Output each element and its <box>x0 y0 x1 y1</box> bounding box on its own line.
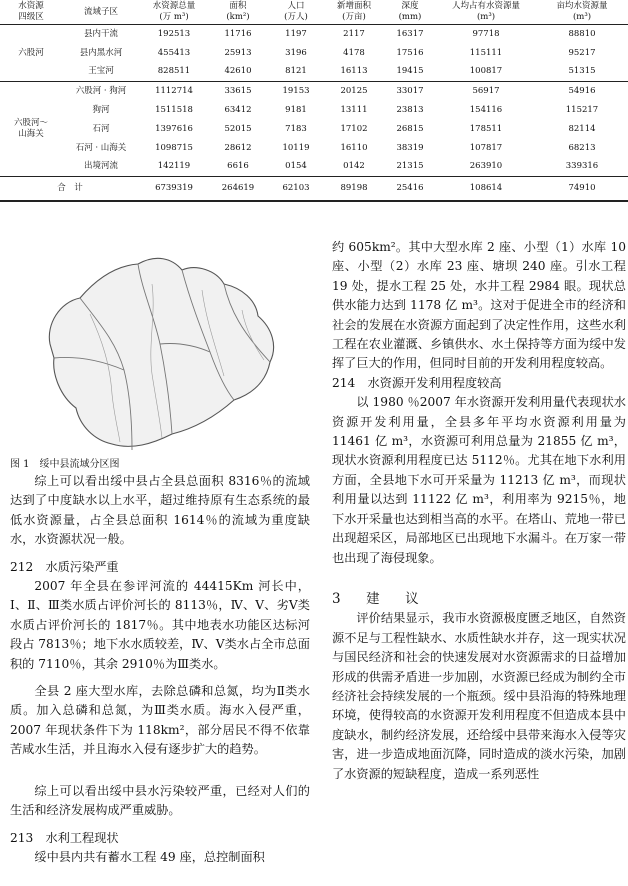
value-cell: 1511518 <box>155 104 193 115</box>
value-cell: 4178 <box>343 47 365 58</box>
value-cell: 33615 <box>224 85 252 96</box>
header-cell: 新增面积 (万亩) <box>336 1 371 22</box>
value-cell: 455413 <box>157 47 191 58</box>
total-cell: 25416 <box>396 182 424 193</box>
value-cell: 20125 <box>340 85 368 96</box>
value-cell: 142119 <box>157 161 191 172</box>
value-cell: 154116 <box>469 104 503 115</box>
subbasin-cell: 狗河 <box>92 104 110 115</box>
value-cell: 11716 <box>224 28 252 39</box>
paragraph: 综上可以看出绥中县水污染较严重，已经对人们的生活和经济发展构成严重威胁。 <box>10 783 310 818</box>
value-cell: 16113 <box>340 66 368 77</box>
value-cell: 6616 <box>227 161 249 172</box>
value-cell: 0142 <box>343 161 365 172</box>
section-heading-3: 3 建 议 <box>332 590 425 607</box>
value-cell: 0154 <box>285 161 307 172</box>
value-cell: 192513 <box>157 28 191 39</box>
value-cell: 3196 <box>285 47 307 58</box>
left-column <box>10 236 310 867</box>
paragraph: 2007 年全县在参评河流的 44415Km 河长中，Ⅰ、Ⅱ、Ⅲ类水质占评价河长的 8113％，Ⅳ、Ⅴ、劣Ⅴ类水质占评价河长的 1817％。其中地表水功能区达标河段占 7813％；地下水水质较差，Ⅳ、Ⅴ类水占全市总面积的 7110％，其余 2910％为Ⅲ类水。 <box>10 579 310 671</box>
subbasin-cell: 县内黑水河 <box>79 47 123 58</box>
table-total-row <box>0 177 628 201</box>
value-cell: 107817 <box>469 142 503 153</box>
section-heading-214: 214 水资源开发利用程度较高 <box>332 375 502 390</box>
table-row <box>0 158 628 177</box>
header-cell: 亩均水资源量 (m³) <box>556 1 608 22</box>
total-cell: 264619 <box>221 182 255 193</box>
header-cell: 人口 (万人) <box>284 1 308 22</box>
paragraph: 以 1980 ％2007 年水资源开发利用量代表现状水资源开发利用量，全县多年平均水资源利用量为 11461 亿 m³，水资源可利用总量为 21855 亿 m³，现状水资源利用程度已达 5112％。尤其在地下水利用方面，全县地下水可开采量为 11213 亿 m³，而现状利用量以达到 11122 亿 m³，利用率为 9215％，地下水开采量也达到相当高的水平。在塔山、荒地一带已出现超采区，局部地区已出现地下水漏斗。在万家一带也出现了海侵现象。 <box>332 395 626 565</box>
subbasin-cell: 出境河流 <box>83 161 118 172</box>
value-cell: 82114 <box>568 123 596 134</box>
paragraph: 全县 2 座大型水库，去除总磷和总氮，均为Ⅱ类水质。加入总磷和总氮，为Ⅲ类水质。海水入侵严重，2007 年现状条件下为 118km²，部分居民不得不依靠苦咸水生活，并且海水入侵有逐步扩大的趋势。 <box>10 684 310 757</box>
value-cell: 178511 <box>469 123 503 134</box>
header-cell: 人均占有水资源量 (m³) <box>451 1 520 22</box>
total-label: 合 计 <box>57 182 83 193</box>
table-body <box>0 25 628 177</box>
value-cell: 7183 <box>285 123 307 134</box>
subbasin-cell: 六股河 · 狗河 <box>75 85 127 96</box>
right-column <box>332 238 626 784</box>
value-cell: 42610 <box>224 66 252 77</box>
value-cell: 23813 <box>396 104 424 115</box>
table-row <box>0 63 628 82</box>
value-cell: 1112714 <box>155 85 193 96</box>
water-resources-table <box>0 0 628 202</box>
value-cell: 19415 <box>396 66 424 77</box>
value-cell: 97718 <box>472 28 500 39</box>
table-row <box>0 139 628 158</box>
value-cell: 828511 <box>157 66 191 77</box>
header-cell: 面积 (km²) <box>226 1 250 22</box>
region-cell: 六股河～ 山海关 <box>13 118 48 139</box>
value-cell: 56917 <box>472 85 500 96</box>
value-cell: 8121 <box>285 66 307 77</box>
value-cell: 2117 <box>343 28 365 39</box>
value-cell: 25913 <box>224 47 252 58</box>
table-row <box>0 120 628 139</box>
value-cell: 21315 <box>396 161 424 172</box>
total-cell: 89198 <box>340 182 368 193</box>
value-cell: 115217 <box>565 104 599 115</box>
value-cell: 17102 <box>340 123 368 134</box>
value-cell: 13111 <box>340 104 368 115</box>
paragraph: 绥中县内共有蓄水工程 49 座，总控制面积 <box>34 849 265 864</box>
subbasin-cell: 石河 · 山海关 <box>75 142 127 153</box>
value-cell: 95217 <box>568 47 596 58</box>
section-heading-212: 212 水质污染严重 <box>10 559 119 574</box>
header-cell: 水资源 四级区 <box>18 1 44 22</box>
value-cell: 52015 <box>224 123 252 134</box>
value-cell: 26815 <box>396 123 424 134</box>
table-row <box>0 82 628 101</box>
value-cell: 17516 <box>396 47 424 58</box>
value-cell: 63412 <box>224 104 252 115</box>
value-cell: 19153 <box>282 85 310 96</box>
value-cell: 88810 <box>568 28 596 39</box>
value-cell: 1197 <box>285 28 307 39</box>
paragraph: 综上可以看出绥中县占全县总面积 8316％的流域达到了中度缺水以上水平，超过维持原有生态系统的最低水资源量，占全县总面积 1614％的流域为重度缺水，水资源状况一般。 <box>10 474 310 547</box>
subbasin-cell: 县内干流 <box>83 28 118 39</box>
value-cell: 10119 <box>282 142 310 153</box>
header-cell: 水资源总量 (万 m³) <box>152 1 196 22</box>
table-row <box>0 25 628 44</box>
value-cell: 54916 <box>568 85 596 96</box>
value-cell: 33017 <box>396 85 424 96</box>
figure-caption: 图 1 绥中县流域分区图 <box>10 459 120 470</box>
paragraph: 约 605km²。其中大型水库 2 座、小型（1）水库 10 座、小型（2）水库 23 座、塘坝 240 座。引水工程 19 处，提水工程 25 处，水井工程 2984 眼。现状总供水能力达到 1178 亿 m³。这对于促进全市的经济和社会的发展在水资源方面起到了决定性作用，这些水利工程在农业灌溉、乡镇供水、水土保持等方面为绥中发挥了巨大的作用，但同时目前的开发利用程度较高。 <box>332 240 626 371</box>
value-cell: 1098715 <box>155 142 193 153</box>
value-cell: 100817 <box>469 66 503 77</box>
value-cell: 28612 <box>224 142 252 153</box>
value-cell: 68213 <box>568 142 596 153</box>
value-cell: 1397616 <box>155 123 193 134</box>
total-cell: 6739319 <box>155 182 193 193</box>
header-cell: 深度 (mm) <box>398 1 422 22</box>
value-cell: 38319 <box>396 142 424 153</box>
value-cell: 263910 <box>469 161 503 172</box>
value-cell: 16317 <box>396 28 424 39</box>
value-cell: 115111 <box>469 47 503 58</box>
section-heading-213: 213 水利工程现状 <box>10 830 119 845</box>
table-row <box>0 44 628 63</box>
paragraph: 评价结果显示，我市水资源极度匮乏地区，自然资源不足与工程性缺水、水质性缺水并存，这一现实状况与国民经济和社会的快速发展对水资源需求的日益增加形成的供需矛盾进一步加剧，水资源已经成为制约全市经济社会持续发展的一个瓶颈。绥中县沿海的特殊地理环境，使得较高的水资源开发利用程度不但造成本县中度缺水，制约经济发展，还给绥中县带来海水入侵等灾害，进一步造成地面沉降，同时造成的淡水污染，加剧了水资源的短缺程度，造成一系列恶性 <box>332 611 626 781</box>
watershed-map-figure <box>20 244 302 458</box>
value-cell: 16110 <box>340 142 368 153</box>
value-cell: 339316 <box>565 161 599 172</box>
subbasin-cell: 石河 <box>92 123 110 134</box>
subbasin-cell: 王宝河 <box>88 66 114 77</box>
total-cell: 108614 <box>469 182 503 193</box>
total-cell: 74910 <box>568 182 596 193</box>
region-cell: 六股河 <box>18 47 44 58</box>
total-cell: 62103 <box>282 182 310 193</box>
table-header-row <box>0 0 628 25</box>
value-cell: 51315 <box>568 66 596 77</box>
value-cell: 9181 <box>285 104 307 115</box>
table-row <box>0 101 628 120</box>
header-cell: 流域子区 <box>83 6 118 17</box>
